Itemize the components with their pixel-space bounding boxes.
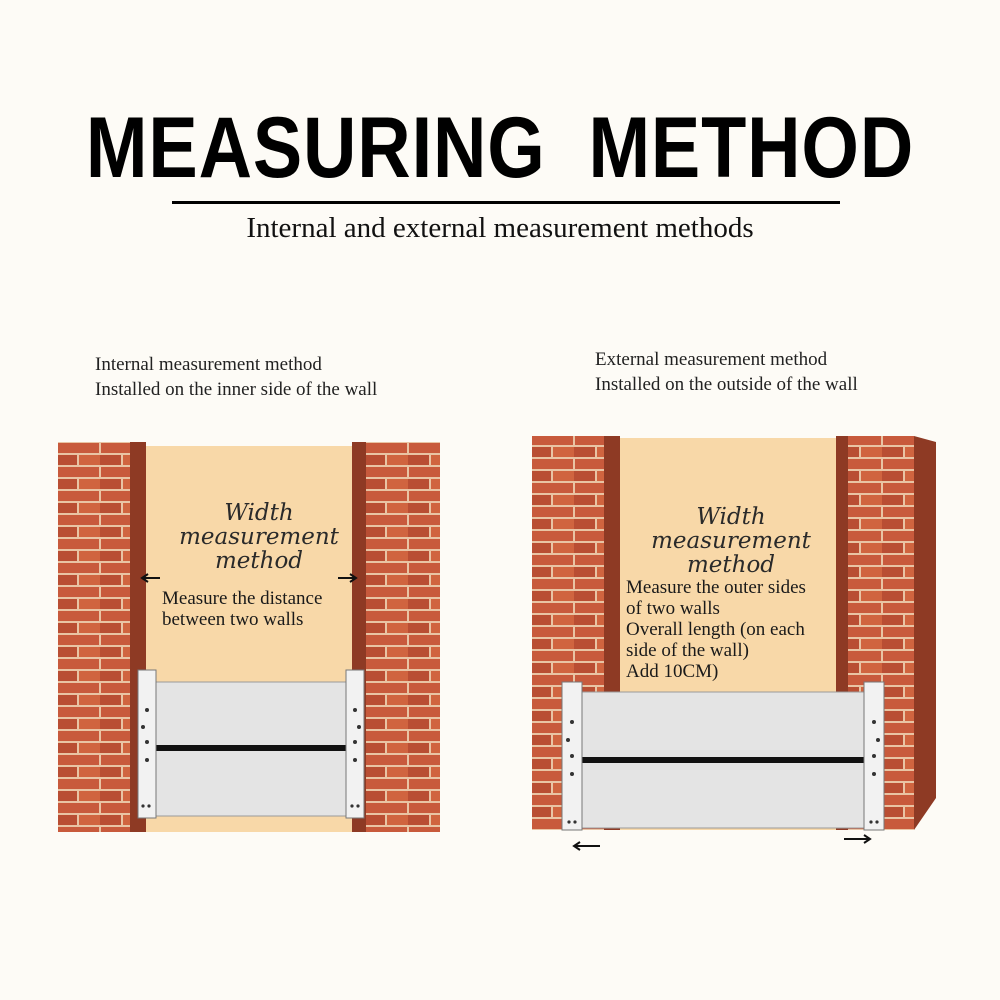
- internal-caption-desc: Installed on the inner side of the wall: [95, 379, 378, 400]
- external-note-line4: side of the wall): [626, 640, 749, 661]
- external-note: [626, 577, 806, 682]
- internal-caption: [95, 352, 377, 402]
- right-wall-side-face: [914, 436, 936, 830]
- external-caption: [595, 347, 858, 397]
- page-title: MEASURING METHOD: [85, 100, 915, 196]
- barrier-seal: [156, 745, 348, 751]
- external-label: [618, 505, 844, 577]
- external-label-line2: method: [686, 552, 776, 578]
- internal-note: [162, 588, 322, 630]
- internal-method-diagram: [56, 442, 442, 834]
- barrier-seal: [582, 757, 866, 763]
- internal-caption-title: Internal measurement method: [95, 354, 322, 375]
- external-note-line1: Measure the outer sides: [626, 577, 806, 598]
- left-brick-wall: [58, 442, 140, 832]
- title-underline: [172, 201, 840, 204]
- page-subtitle: Internal and external measurement methods: [246, 212, 754, 244]
- external-method-diagram: [530, 434, 940, 854]
- external-label-line1: Width measurement: [651, 504, 811, 554]
- internal-label-line2: method: [214, 548, 304, 574]
- internal-label: [146, 501, 372, 573]
- external-note-line3: Overall length (on each: [626, 619, 805, 640]
- internal-note-line1: Measure the distance: [162, 588, 323, 609]
- internal-label-line1: Width measurement: [179, 500, 339, 550]
- external-note-line5: Add 10CM): [626, 661, 719, 682]
- external-caption-desc: Installed on the outside of the wall: [595, 374, 858, 395]
- external-note-line2: of two walls: [626, 598, 720, 619]
- internal-note-line2: between two walls: [162, 609, 304, 630]
- external-caption-title: External measurement method: [595, 349, 828, 370]
